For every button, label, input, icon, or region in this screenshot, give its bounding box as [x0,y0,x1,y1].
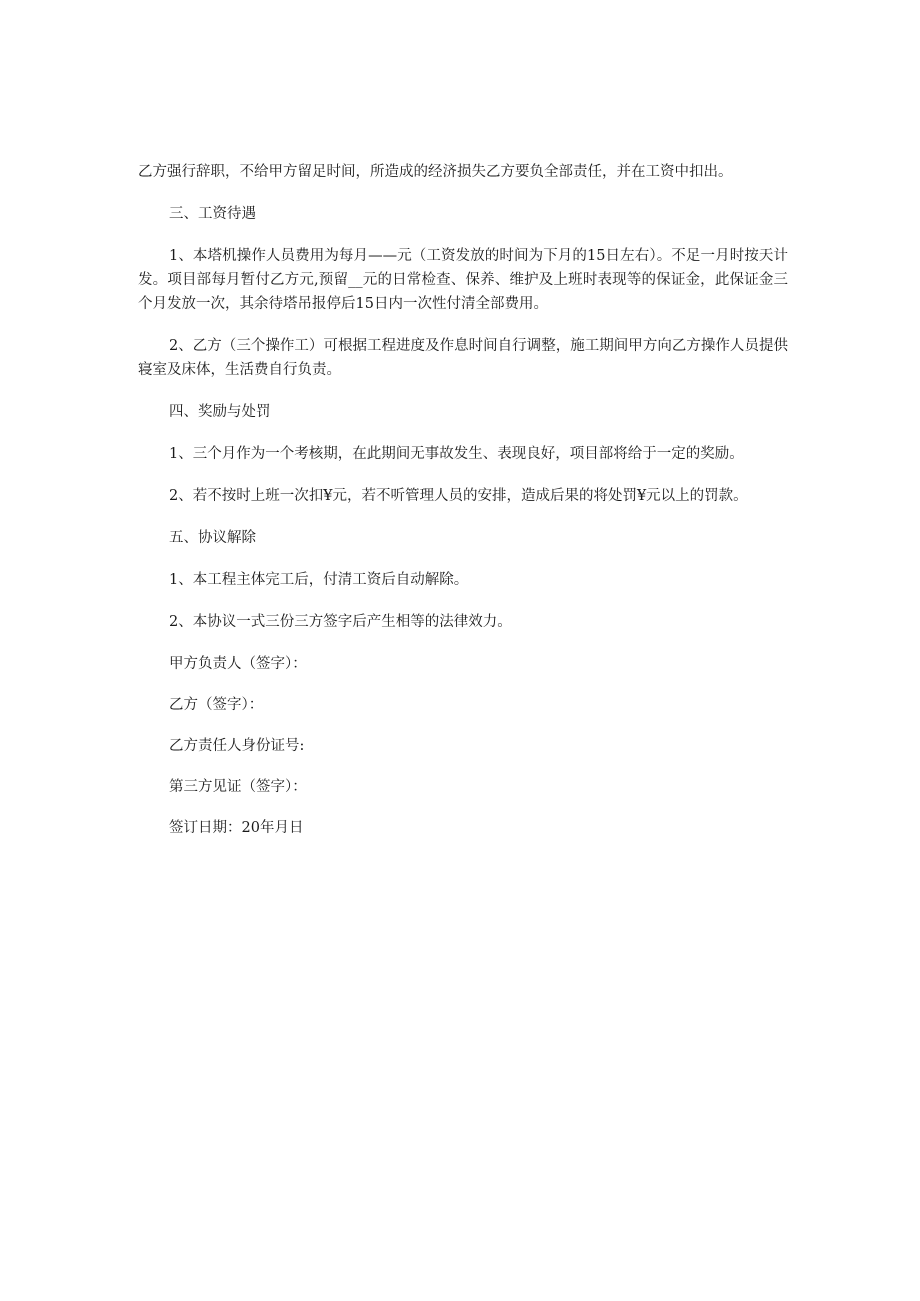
paragraph-salary-1: 1、本塔机操作人员费用为每月——元（工资发放的时间为下月的15日左右）。不足一月时按天计发。项目部每月暂付乙方元,预留__元的日常检查、保养、维护及上班时表现等的保证金，此保证金三个月发放一次，其余待塔吊报停后15日内一次性付清全部费用。 [138,248,788,312]
paragraph-salary-2: 2、乙方（三个操作工）可根据工程进度及作息时间自行调整，施工期间甲方向乙方操作人员提供寝室及床体，生活费自行负责。 [138,338,788,378]
section-heading-salary: 三、工资待遇 [169,206,256,222]
signature-party-b-id-number: 乙方责任人身份证号: [169,738,305,754]
signature-party-b: 乙方（签字）： [169,697,264,713]
signature-party-a: 甲方负责人（签字）： [169,656,307,672]
paragraph-termination-2: 2、本协议一式三份三方签字后产生相等的法律效力。 [169,614,512,630]
paragraph-termination-1: 1、本工程主体完工后，付清工资后自动解除。 [169,572,469,588]
signing-date: 签订日期：20年月日 [169,820,304,836]
paragraph-continuation: 乙方强行辞职，不给甲方留足时间，所造成的经济损失乙方要负全部责任，并在工资中扣出。 [138,164,733,180]
paragraph-rewards-2: 2、若不按时上班一次扣¥元，若不听管理人员的安排，造成后果的将处罚¥元以上的罚款。 [169,488,748,504]
signature-third-party-witness: 第三方见证（签字）： [169,779,307,795]
paragraph-rewards-1: 1、三个月作为一个考核期，在此期间无事故发生、表现良好，项目部将给于一定的奖励。 [169,446,744,462]
document-body [138,160,788,857]
section-heading-termination: 五、协议解除 [169,530,256,546]
section-heading-rewards: 四、奖励与处罚 [169,404,271,420]
